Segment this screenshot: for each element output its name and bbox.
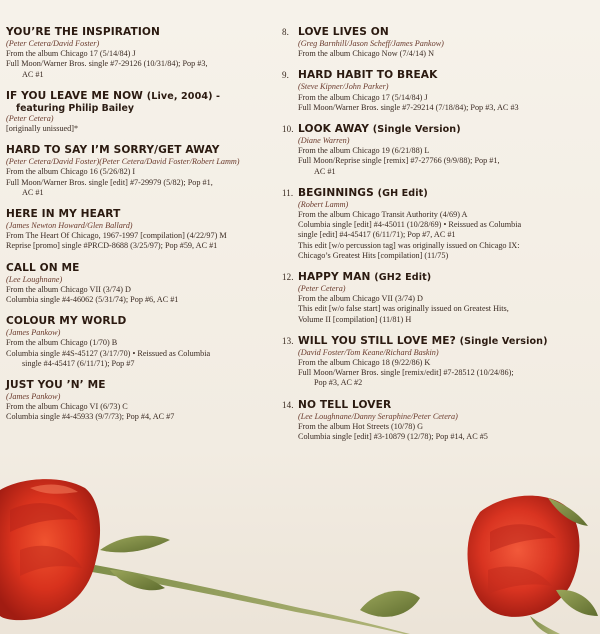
track-list-left [6, 26, 268, 433]
track-title: IF YOU LEAVE ME NOW (Live, 2004) - [6, 89, 221, 102]
track-title: 12. HAPPY MAN (GH2 Edit) [282, 271, 432, 284]
track-list-right [282, 26, 594, 452]
track-number: 12. [282, 272, 294, 283]
right-rose-bloom [468, 496, 599, 634]
track-entry [282, 335, 594, 389]
track-entry [6, 262, 268, 306]
songwriter-credits: (Peter Cetera) [6, 113, 54, 123]
release-line: Full Moon/Warner Bros. single [remix/edit] #7-28512 (10/24/86); [298, 368, 514, 378]
songwriter-credits: (James Pankow) [6, 392, 61, 402]
release-line: From the album Hot Streets (10/78) G [298, 421, 424, 431]
release-line: Pop #3, AC #2 [314, 378, 363, 388]
release-line: From the album Chicago 17 (5/14/84) J [6, 49, 136, 59]
track-entry [6, 379, 268, 423]
track-entry [6, 26, 268, 80]
release-line: single [edit] #4-45417 (6/11/71); Pop #7, AC #1 [298, 230, 456, 240]
release-line: Full Moon/Warner Bros. single [edit] #7-29979 (5/82); Pop #1, [6, 177, 213, 187]
release-line: Columbia single #4-46062 (5/31/74); Pop #6, AC #1 [6, 295, 179, 305]
track-entry [6, 315, 268, 369]
track-entry [282, 271, 594, 325]
songwriter-credits: (Peter Cetera) [298, 284, 346, 294]
release-line: This edit [w/o false start] was originally issued on Greatest Hits, [298, 304, 509, 314]
release-line: single #4-45417 (6/11/71); Pop #7 [22, 358, 135, 368]
release-line: From the album Chicago Now (7/4/14) N [298, 49, 434, 59]
track-title: 11. BEGINNINGS (GH Edit) [282, 186, 428, 199]
track-title: COLOUR MY WORLD [6, 315, 127, 328]
track-number: 8. [282, 27, 289, 37]
track-entry [282, 187, 594, 261]
track-title: YOU’RE THE INSPIRATION [6, 26, 160, 38]
track-title: 10. LOOK AWAY (Single Version) [282, 123, 461, 136]
release-line: From the album Chicago 19 (6/21/88) L [298, 146, 430, 156]
release-line: Columbia single [edit] #3-10879 (12/78); Pop #14, AC #5 [298, 432, 488, 442]
release-line: AC #1 [22, 69, 44, 79]
songwriter-credits: (Lee Loughnane/Danny Seraphine/Peter Cetera) [298, 411, 458, 421]
release-line: From the album Chicago 17 (5/14/84) J [298, 92, 428, 102]
track-number: 10. [282, 124, 294, 135]
release-line: Full Moon/Warner Bros. single #7-29126 (10/31/84); Pop #3, [6, 59, 208, 69]
release-line: This edit [w/o percussion tag] was originally issued on Chicago IX: [298, 240, 520, 250]
track-entry [6, 144, 268, 198]
track-entry [282, 399, 594, 443]
release-line: From the album Chicago (1/70) B [6, 338, 118, 348]
track-title: 13. WILL YOU STILL LOVE ME? (Single Version) [282, 334, 548, 347]
featuring-line: featuring Philip Bailey [16, 102, 134, 114]
songwriter-credits: (Diane Warren) [298, 136, 350, 146]
track-entry [6, 208, 268, 252]
track-title: 9. HARD HABIT TO BREAK [282, 69, 438, 82]
release-line: Columbia single [edit] #4-45011 (10/28/69) • Reissued as Columbia [298, 220, 522, 230]
track-title: HERE IN MY HEART [6, 208, 121, 221]
roses-illustration [0, 440, 600, 634]
songwriter-credits: (James Pankow) [6, 328, 61, 338]
release-line: From The Heart Of Chicago, 1967-1997 [compilation] (4/22/97) M [6, 231, 227, 241]
track-number: 11. [282, 187, 294, 198]
songwriter-credits: (Greg Barnhill/Jason Scheff/James Pankow) [298, 39, 444, 48]
release-line: AC #1 [314, 166, 336, 176]
track-entry [6, 90, 268, 134]
release-line: From the album Chicago VI (6/73) C [6, 402, 128, 412]
left-rose-bloom [0, 479, 100, 620]
track-entry [282, 69, 594, 113]
songwriter-credits: (Lee Loughnane) [6, 274, 63, 284]
track-entry [282, 123, 594, 177]
track-title: 14. NO TELL LOVER [282, 398, 392, 411]
release-line: AC #1 [22, 187, 44, 197]
track-entry [282, 26, 594, 59]
track-title: JUST YOU ’N’ ME [6, 379, 106, 392]
track-title: HARD TO SAY I’M SORRY/GET AWAY [6, 144, 220, 157]
release-line: From the album Chicago 16 (5/26/82) I [6, 167, 136, 177]
songwriter-credits: (James Newton Howard/Glen Ballard) [6, 221, 133, 231]
track-title: CALL ON ME [6, 261, 80, 274]
release-line: Volume II [compilation] (11/81) H [298, 314, 412, 324]
songwriter-credits: (Robert Lamm) [298, 199, 349, 209]
track-number: 14. [282, 399, 294, 410]
release-line: From the album Chicago VII (3/74) D [6, 284, 131, 294]
release-line: Columbia single #4S-45127 (3/17/70) • Reissued as Columbia [6, 348, 211, 358]
release-line: [originally unissued]* [6, 124, 79, 134]
left-rose-stem [92, 536, 420, 634]
release-line: Full Moon/Reprise single [remix] #7-27766 (9/9/88); Pop #1, [298, 156, 500, 166]
track-number: 9. [282, 70, 289, 81]
release-line: From the album Chicago VII (3/74) D [298, 294, 423, 304]
songwriter-credits: (Peter Cetera/David Foster)(Peter Cetera/David Foster/Robert Lamm) [6, 157, 240, 167]
release-line: Full Moon/Warner Bros. single #7-29214 (7/18/84); Pop #3, AC #3 [298, 102, 519, 112]
release-line: Chicago’s Greatest Hits [compilation] (11/75) [298, 250, 449, 260]
release-line: Reprise [promo] single #PRCD-8688 (3/25/97); Pop #59, AC #1 [6, 241, 218, 251]
songwriter-credits: (Steve Kipner/John Parker) [298, 82, 389, 92]
release-line: From the album Chicago 18 (9/22/86) K [298, 358, 431, 368]
release-line: From the album Chicago Transit Authority (4/69) A [298, 210, 468, 220]
songwriter-credits: (David Foster/Tom Keane/Richard Baskin) [298, 347, 439, 357]
songwriter-credits: (Peter Cetera/David Foster) [6, 39, 100, 48]
release-line: Columbia single #4-45933 (9/7/73); Pop #4, AC #7 [6, 412, 175, 422]
track-number: 13. [282, 335, 294, 346]
track-title: 8. LOVE LIVES ON [282, 26, 389, 38]
